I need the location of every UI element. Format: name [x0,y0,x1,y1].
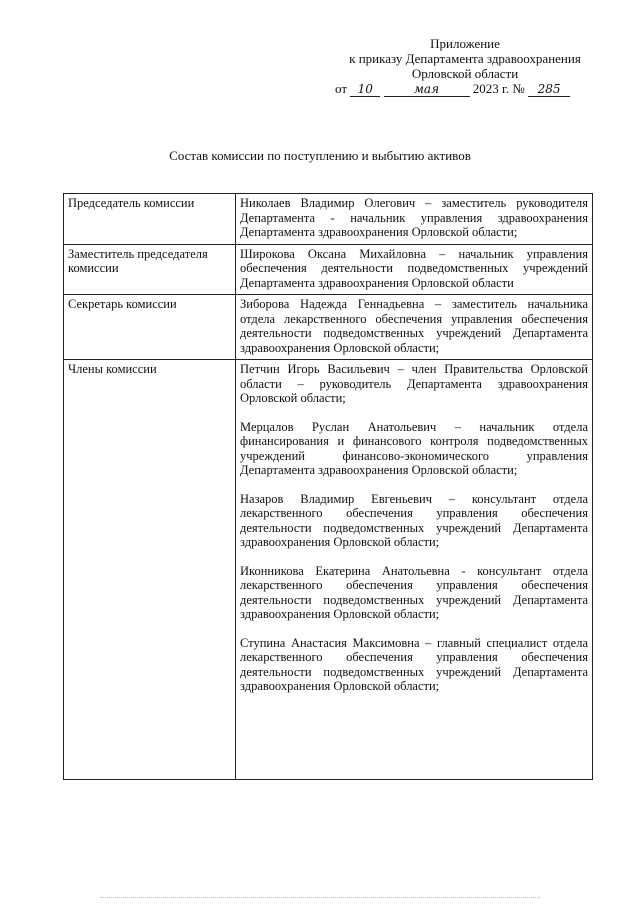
region-name: Орловской области [411,66,519,81]
date-prefix: от [335,81,348,96]
order-reference: к приказу Департамента здравоохранения [349,51,581,66]
table-row [64,194,593,245]
member-entry: Петчин Игорь Васильевич – член Правительства Орловской области – руководитель Департамента здравоохранения Орловской области; [240,362,588,405]
member-entry: Зиборова Надежда Геннадьевна – заместитель начальника отдела лекарственного обеспечения управления обеспечения деятельности подведомственных учреждений Департамента здравоохранения Орловской области; [240,297,588,355]
role-cell: Заместитель председателя комиссии [64,244,236,295]
members-cell [236,194,593,245]
table-row [64,295,593,360]
table-row [64,360,593,780]
handwritten-order-number: 285 [528,83,570,97]
member-entry: Иконникова Екатерина Анатольевна - консультант отдела лекарственного обеспечения управления обеспечения деятельности подведомственных учреждений Департамента здравоохранения Орловской области; [240,563,588,621]
order-date-line [335,81,610,97]
role-cell: Члены комиссии [64,360,236,780]
member-entry: Назаров Владимир Евгеньевич – консультант отдела лекарственного обеспечения управления обеспечения деятельности подведомственных учреждений Департамента здравоохранения Орловской области; [240,491,588,549]
appendix-label: Приложение [430,36,500,51]
member-entry: Мерцалов Руслан Анатольевич – начальник отдела финансирования и финансового контроля подведомственных учреждений финансово-экономического управления Департамента здравоохранения Орловской области; [240,419,588,477]
member-entry: Ступина Анастасия Максимовна – главный специалист отдела лекарственного обеспечения управления обеспечения деятельности подведомственных учреждений Департамента здравоохранения Орловской области; [240,635,588,693]
role-cell: Председатель комиссии [64,194,236,245]
member-entry: Николаев Владимир Олегович – заместитель руководителя Департамента - начальник управления здравоохранения Департамента здравоохранения Орловской области; [240,196,588,239]
members-cell [236,360,593,780]
year-text: 2023 г. № [472,81,525,96]
table-row [64,244,593,295]
role-cell: Секретарь комиссии [64,295,236,360]
appendix-header [320,36,610,97]
commission-table [63,193,593,780]
members-cell [236,244,593,295]
scan-edge-artifact [100,897,540,900]
document-title: Состав комиссии по поступлению и выбытию активов [169,148,471,163]
member-entry: Широкова Оксана Михайловна – начальник управления обеспечения деятельности подведомственных учреждений Департамента здравоохранения Орловской области [240,246,588,290]
handwritten-month: мая [384,83,470,97]
members-cell [236,295,593,360]
handwritten-day: 10 [350,83,380,97]
